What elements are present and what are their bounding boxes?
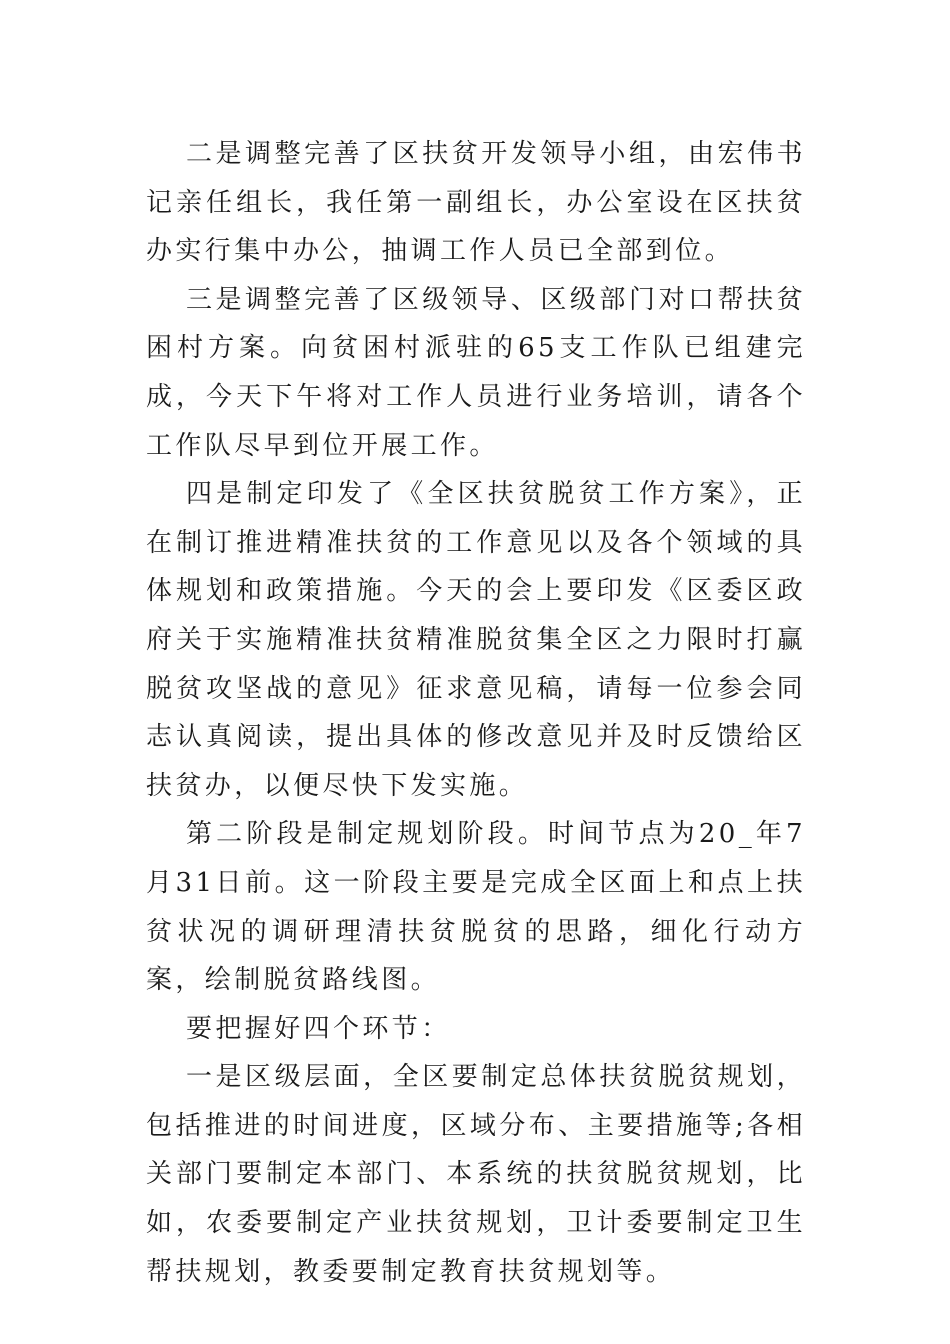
paragraph-4: 第二阶段是制定规划阶段。时间节点为20_年7月31日前。这一阶段主要是完成全区面上和点上扶贫状况的调研理清扶贫脱贫的思路，细化行动方案，绘制脱贫路线图。 (146, 819, 806, 996)
paragraph-3: 四是制定印发了《全区扶贫脱贫工作方案》，正在制订推进精准扶贫的工作意见以及各个领域的具体规划和政策措施。今天的会上要印发《区委区政府关于实施精准扶贫精准脱贫集全区之力限时打赢脱贫攻坚战的意见》征求意见稿，请每一位参会同志认真阅读，提出具体的修改意见并及时反馈给区扶贫办，以便尽快下发实施。 (146, 479, 806, 801)
document-body (146, 130, 806, 1296)
paragraph-1: 二是调整完善了区扶贫开发领导小组，由宏伟书记亲任组长，我任第一副组长，办公室设在区扶贫办实行集中办公，抽调工作人员已全部到位。 (146, 139, 806, 267)
paragraph-2: 三是调整完善了区级领导、区级部门对口帮扶贫困村方案。向贫困村派驻的65支工作队已组建完成，今天下午将对工作人员进行业务培训，请各个工作队尽早到位开展工作。 (146, 284, 806, 461)
paragraph-5: 要把握好四个环节： (186, 1013, 451, 1044)
paragraph-6: 一是区级层面，全区要制定总体扶贫脱贫规划，包括推进的时间进度，区域分布、主要措施等;各相关部门要制定本部门、本系统的扶贫脱贫规划，比如，农委要制定产业扶贫规划，卫计委要制定卫生帮扶规划，教委要制定教育扶贫规划等。 (146, 1062, 806, 1287)
